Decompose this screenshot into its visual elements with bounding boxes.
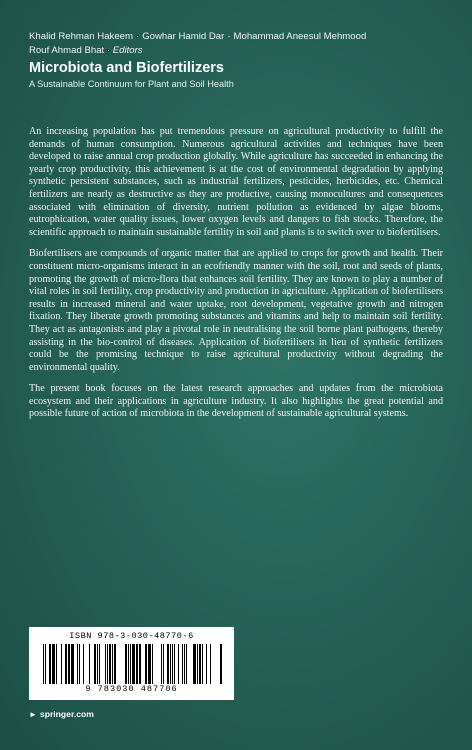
blurb-paragraph: The present book focuses on the latest research approaches and updates from the microbiota ecosystem and their applications in agriculture industry. It also highlights the great potential and possible future of action of microbiota in the development of sustainable agricultural systems. bbox=[29, 383, 443, 420]
barcode-bar bbox=[220, 644, 222, 684]
barcode-bar bbox=[125, 644, 127, 684]
barcode-bar bbox=[43, 644, 44, 684]
barcode-bar bbox=[89, 644, 90, 684]
barcode-bar bbox=[199, 644, 201, 684]
barcode-bar bbox=[71, 644, 74, 684]
editor-name: Khalid Rehman Hakeem bbox=[29, 31, 133, 42]
barcode-bar bbox=[109, 644, 111, 684]
barcode-bars bbox=[37, 644, 227, 684]
cover-header bbox=[29, 30, 449, 91]
separator: · bbox=[104, 45, 113, 56]
barcode-bar bbox=[61, 644, 62, 684]
barcode-bar bbox=[148, 644, 151, 684]
separator: · bbox=[136, 31, 140, 42]
barcode-bar bbox=[107, 644, 108, 684]
editor-name: Rouf Ahmad Bhat bbox=[29, 45, 105, 56]
barcode-bar bbox=[206, 644, 207, 684]
barcode-bar bbox=[139, 644, 141, 684]
barcode-bar bbox=[174, 644, 175, 684]
barcode-bar bbox=[178, 644, 179, 684]
barcode-bar bbox=[128, 644, 129, 684]
barcode-bar bbox=[210, 644, 211, 684]
barcode-bar bbox=[170, 644, 171, 684]
separator: · bbox=[227, 31, 231, 42]
barcode-bar bbox=[167, 644, 169, 684]
barcode-bar bbox=[49, 644, 51, 684]
editor-name: Gowhar Hamid Dar bbox=[142, 31, 225, 42]
barcode-digits: 9 783030 487706 bbox=[85, 684, 178, 694]
barcode-bar bbox=[184, 644, 185, 684]
barcode-bar bbox=[77, 644, 78, 684]
barcode-bar bbox=[52, 644, 55, 684]
barcode-bar bbox=[112, 644, 113, 684]
barcode-bar bbox=[163, 644, 164, 684]
book-subtitle: A Sustainable Continuum for Plant and Soil Health bbox=[29, 79, 234, 89]
blurb-paragraph: Biofertilisers are compounds of organic matter that are applied to crops for growth and health. Their constituent micro-organisms interact in an ecofriendly manner with the soil, root and seeds of plants, promoting the growth of micro-flora that enhances soil fertility. They are known to play a number of vital roles in soil fertility, crop productivity and production in agriculture. Application of biofertilisers results in increased mineral and water uptake, root development, vegetative growth and nitrogen fixation. They liberate growth promoting substances and vitamins and help to maintain soil fertility. They act as antagonists and play a pivotal role in neutralising the soil borne plant pathogens, thereby assisting in the bio-control of diseases. Application of biofertilisers in lieu of synthetic fertilizers could be the promising technique to raise agricultural productivity without degrading the environmental quality. bbox=[29, 248, 443, 373]
publisher-link[interactable] bbox=[29, 709, 94, 719]
isbn-text: ISBN 978-3-030-48770-6 bbox=[69, 631, 194, 641]
barcode-bar bbox=[99, 644, 100, 684]
publisher-url: springer.com bbox=[39, 709, 94, 719]
barcode-bar bbox=[182, 644, 183, 684]
barcode-bar bbox=[145, 644, 147, 684]
editors-line bbox=[29, 30, 449, 44]
barcode-bar bbox=[97, 644, 98, 684]
blurb bbox=[29, 126, 443, 430]
barcode-bar bbox=[94, 644, 96, 684]
book-title: Microbiota and Biofertilizers bbox=[29, 60, 224, 76]
barcode-bar bbox=[105, 644, 106, 684]
barcode-bar bbox=[193, 644, 196, 684]
barcode-bar bbox=[186, 644, 187, 684]
arrow-right-icon: ► bbox=[29, 709, 37, 719]
barcode-bar bbox=[56, 644, 57, 684]
barcode-bar bbox=[68, 644, 70, 684]
isbn-barcode bbox=[29, 627, 234, 700]
barcode-bar bbox=[79, 644, 80, 684]
editors-role: Editors bbox=[112, 45, 143, 56]
barcode-bar bbox=[132, 644, 135, 684]
barcode-bar bbox=[172, 644, 173, 684]
editors-line-2 bbox=[29, 44, 449, 57]
editor-name: Mohammad Aneesul Mehmood bbox=[233, 31, 367, 42]
barcode-bar bbox=[197, 644, 198, 684]
barcode-bar bbox=[152, 644, 153, 684]
barcode-bar bbox=[45, 644, 46, 684]
barcode-bar bbox=[161, 644, 162, 684]
barcode-bar bbox=[65, 644, 67, 684]
blurb-paragraph: An increasing population has put tremendous pressure on agricultural productivity to fulfill the demands of human consumption. Numerous agricultural activities and techniques have been developed to raise annual crop production globally. While agriculture has succeeded in enhancing the yearly crop productivity, this achievement is at the cost of environmental degradation by applying synthetic persistent substances, such as industrial fertilizers, pesticides, herbicides, etc. Chemical fertilizers are nearly as destructive as they are productive, causing monocultures and consequences associated with elimination of diversity, nutrient pollution as evidenced by algae blooms, eutrophication, water quality issues, lower oxygen levels and dangers to fish stocks. Therefore, the scientific approach to maintain sustainable fertility in soil and plants is to switch over to biofertilisers. bbox=[29, 126, 443, 238]
barcode-bar bbox=[130, 644, 131, 684]
barcode-bar bbox=[83, 644, 84, 684]
barcode-bar bbox=[136, 644, 138, 684]
barcode-bar bbox=[202, 644, 203, 684]
barcode-bar bbox=[114, 644, 116, 684]
